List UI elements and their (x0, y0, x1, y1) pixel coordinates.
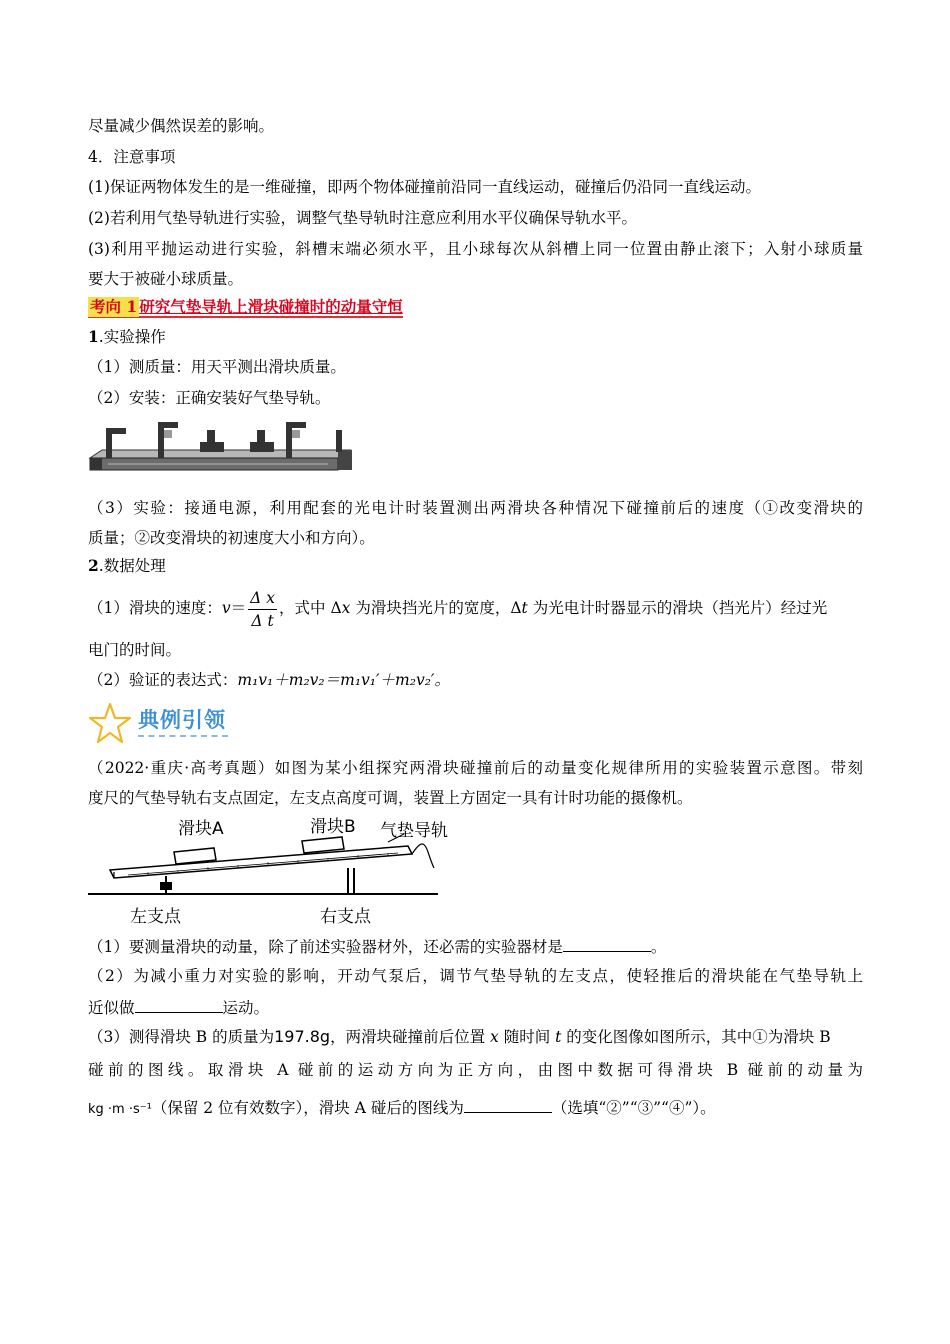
label-slider-b: 滑块B (310, 817, 356, 837)
question-2-cont: 近似做 运动。 (88, 996, 269, 1018)
paragraph: 尽量减少偶然误差的影响。 (88, 117, 275, 135)
answer-blank[interactable] (135, 996, 223, 1013)
list-item: 质量；②改变滑块的初速度大小和方向）。 (88, 529, 375, 547)
example-banner (88, 702, 328, 742)
list-item: （2）安装：正确安装好气垫导轨。 (88, 389, 331, 407)
paragraph: 电门的时间。 (88, 641, 182, 659)
velocity-formula-line: （1）滑块的速度：v＝ $\frac{\text{Δ x}}{\text{Δ t}}$ ，式中 Δx 为滑块挡光片的宽度，Δt 为光电计时器显示的滑块（挡光片）经过光 (88, 588, 828, 630)
star-icon (88, 702, 132, 744)
label-slider-a: 滑块A (178, 819, 224, 839)
question-3: （3）测得滑块 B 的质量为197.8g，两滑块碰撞前后位置 x 随时间 t 的变化图像如图所示，其中①为滑块 B (88, 1027, 831, 1046)
banner-title: 典例引领 (138, 708, 226, 732)
question-3-cont: 碰前的图线。取滑块 A 碰前的运动方向为正方向，由图中数据可得滑块 B 碰前的动量为 (88, 1061, 863, 1079)
velocity-fraction: $\frac{\text{Δ x}}{\text{Δ t}}$ (250, 588, 276, 630)
question-3-end: kg ·m ·s⁻¹（保留 2 位有效数字），滑块 A 碰后的图线为 （选填“②”“③”“④”）。 (88, 1096, 716, 1120)
topic-title: 研究气垫导轨上滑块碰撞时的动量守恒 (139, 297, 403, 316)
label-left-support: 左支点 (130, 907, 181, 927)
paragraph: (2)若利用气垫导轨进行实验，调整气垫导轨时注意应利用水平仪确保导轨水平。 (88, 209, 637, 227)
list-item: （1）测质量：用天平测出滑块质量。 (88, 358, 346, 376)
label-air-track: 气垫导轨 (380, 821, 448, 841)
air-track-apparatus-image (88, 420, 358, 480)
topic-heading (88, 297, 403, 317)
subsection-title: 1.实验操作 (88, 327, 166, 346)
topic-tag: 考向 1 (90, 297, 138, 316)
question-stem: （2022·重庆·高考真题）如图为某小组探究两滑块碰撞前后的动量变化规律所用的实验装置示意图。带刻 (88, 759, 863, 777)
question-stem: 度尺的气垫导轨右支点固定，左支点高度可调，装置上方固定一具有计时功能的摄像机。 (88, 789, 693, 807)
experiment-diagram (88, 812, 448, 927)
banner-underline (138, 735, 228, 737)
paragraph: (1)保证两物体发生的是一维碰撞，即两个物体碰撞前沿同一直线运动，碰撞后仍沿同一直线运动。 (88, 178, 761, 196)
question-2: （2）为减小重力对实验的影响，开动气泵后，调节气垫导轨的左支点，使轻推后的滑块能在气垫导轨上 (88, 967, 863, 985)
question-1: （1）要测量滑块的动量，除了前述实验器材外，还必需的实验器材是 。 (88, 935, 666, 957)
label-right-support: 右支点 (320, 907, 371, 927)
answer-blank[interactable] (464, 1096, 552, 1113)
answer-blank[interactable] (563, 935, 651, 952)
subsection-title: 2.数据处理 (88, 556, 166, 575)
list-item: （3）实验：接通电源，利用配套的光电计时装置测出两滑块各种情况下碰撞前后的速度（①改变滑块的 (88, 499, 863, 517)
paragraph: 要大于被碰小球质量。 (88, 270, 244, 288)
section-title: 4．注意事项 (88, 148, 176, 166)
verification-formula: （2）验证的表达式：m₁v₁＋m₂v₂＝m₁v₁′＋m₂v₂′。 (88, 671, 450, 689)
paragraph: (3)利用平抛运动进行实验，斜槽末端必须水平，且小球每次从斜槽上同一位置由静止滚下；入射小球质量 (88, 240, 863, 258)
